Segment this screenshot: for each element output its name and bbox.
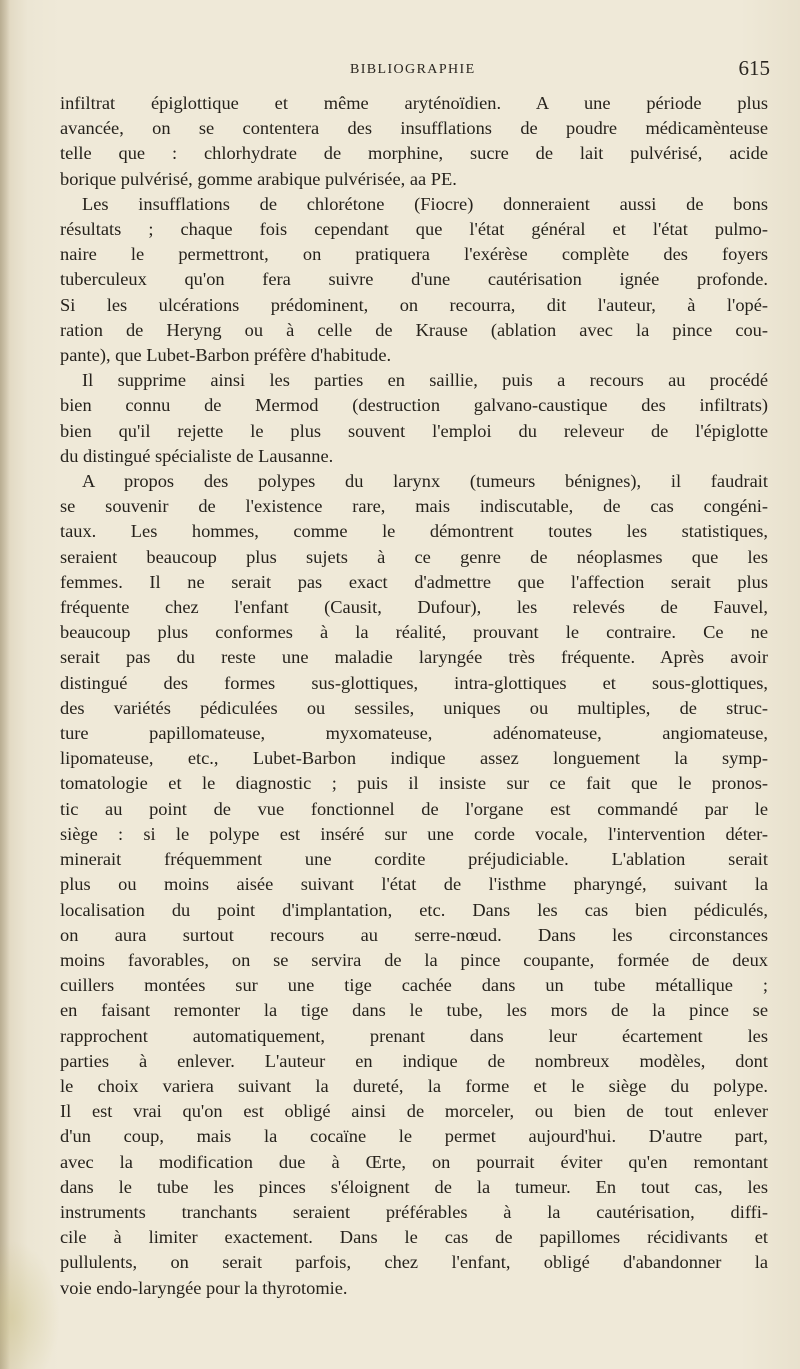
- text-line: tomatologie et le diagnostic ; puis il insiste sur ce fait que le pronos-: [60, 773, 768, 794]
- text-line: beaucoup plus conformes à la réalité, prouvant le contraire. Ce ne: [60, 622, 768, 643]
- page-binding-shadow: [0, 0, 10, 1369]
- text-line: cuillers montées sur une tige cachée dans un tube métallique ;: [60, 975, 768, 996]
- text-line: se souvenir de l'existence rare, mais indiscutable, de cas congéni-: [60, 496, 768, 517]
- text-line: pullulents, on serait parfois, chez l'enfant, obligé d'abandonner la: [60, 1252, 768, 1273]
- text-line: le choix variera suivant la dureté, la forme et le siège du polype.: [60, 1075, 768, 1096]
- text-line: moins favorables, on se servira de la pince coupante, formée de deux: [60, 949, 768, 970]
- text-line: infiltrat épiglottique et même aryténoïdien. A une période plus: [60, 93, 768, 113]
- body-text: [60, 91, 768, 1301]
- text-line: naire le permettront, on pratiquera l'exérèse complète des foyers: [60, 244, 768, 265]
- text-line: voie endo-laryngée pour la thyrotomie.: [60, 1277, 348, 1298]
- text-line: minerait fréquemment une cordite préjudiciable. L'ablation serait: [60, 849, 768, 870]
- text-line: A propos des polypes du larynx (tumeurs bénignes), il faudrait: [82, 471, 768, 492]
- text-line: Si les ulcérations prédominent, on recourra, dit l'auteur, à l'opé-: [60, 294, 768, 315]
- text-line: parties à enlever. L'auteur en indique de nombreux modèles, dont: [60, 1050, 768, 1071]
- text-line: d'un coup, mais la cocaïne le permet aujourd'hui. D'autre part,: [60, 1126, 768, 1147]
- text-line: résultats ; chaque fois cependant que l'état général et l'état pulmo-: [60, 219, 768, 240]
- text-line: en faisant remonter la tige dans le tube, les mors de la pince se: [60, 1000, 768, 1021]
- text-line: telle que : chlorhydrate de morphine, sucre de lait pulvérisé, acide: [60, 143, 768, 164]
- text-line: ture papillomateuse, myxomateuse, adénomateuse, angiomateuse,: [60, 723, 768, 744]
- text-line: Il est vrai qu'on est obligé ainsi de morceler, ou bien de tout enlever: [60, 1101, 768, 1122]
- text-line: dans le tube les pinces s'éloignent de la tumeur. En tout cas, les: [60, 1176, 768, 1197]
- text-line: lipomateuse, etc., Lubet-Barbon indique assez longuement la symp-: [60, 748, 768, 769]
- text-line: seraient beaucoup plus sujets à ce genre de néoplasmes que les: [60, 546, 768, 567]
- page-header: [60, 56, 770, 86]
- text-line: bien qu'il rejette le plus souvent l'emploi du releveur de l'épiglotte: [60, 420, 768, 441]
- text-line: localisation du point d'implantation, etc. Dans les cas bien pédiculés,: [60, 899, 768, 920]
- text-line: du distingué spécialiste de Lausanne.: [60, 445, 334, 466]
- text-line: bien connu de Mermod (destruction galvano-caustique des infiltrats): [60, 395, 768, 416]
- text-line: siège : si le polype est inséré sur une corde vocale, l'intervention déter-: [60, 823, 768, 844]
- text-line: Il supprime ainsi les parties en saillie, puis a recours au procédé: [82, 370, 768, 391]
- running-title: BIBLIOGRAPHIE: [350, 62, 476, 77]
- text-line: Les insufflations de chlorétone (Fiocre) donneraient aussi de bons: [82, 193, 768, 214]
- text-line: instruments tranchants seraient préférables à la cautérisation, diffi-: [60, 1201, 768, 1222]
- text-line: taux. Les hommes, comme le démontrent toutes les statistiques,: [60, 521, 768, 542]
- text-line: pante), que Lubet-Barbon préfère d'habitude.: [60, 345, 392, 366]
- text-line: des variétés pédiculées ou sessiles, uniques ou multiples, de struc-: [60, 697, 768, 718]
- text-line: femmes. Il ne serait pas exact d'admettre que l'affection serait plus: [60, 571, 768, 592]
- text-line: avancée, on se contentera des insufflations de poudre médicamènteuse: [60, 118, 768, 139]
- text-line: rapprochent automatiquement, prenant dans leur écartement les: [60, 1025, 768, 1046]
- text-line: fréquente chez l'enfant (Causit, Dufour), les relevés de Fauvel,: [60, 597, 768, 618]
- text-line: avec la modification due à Œrte, on pourrait éviter qu'en remontant: [60, 1151, 768, 1172]
- page-number: 615: [738, 56, 770, 80]
- text-line: borique pulvérisé, gomme arabique pulvérisée, aa PE.: [60, 168, 457, 189]
- text-line: distingué des formes sus-glottiques, intra-glottiques et sous-glottiques,: [60, 672, 768, 693]
- text-line: serait pas du reste une maladie laryngée très fréquente. Après avoir: [60, 647, 768, 668]
- text-line: plus ou moins aisée suivant l'état de l'isthme pharyngé, suivant la: [60, 874, 768, 895]
- text-line: ration de Heryng ou à celle de Krause (ablation avec la pince cou-: [60, 319, 768, 340]
- text-line: tic au point de vue fonctionnel de l'organe est commandé par le: [60, 798, 768, 819]
- paper-stain: [0, 1240, 60, 1369]
- text-line: on aura surtout recours au serre-nœud. Dans les circonstances: [60, 924, 768, 945]
- text-line: tuberculeux qu'on fera suivre d'une cautérisation ignée profonde.: [60, 269, 768, 290]
- text-line: cile à limiter exactement. Dans le cas de papillomes récidivants et: [60, 1227, 768, 1248]
